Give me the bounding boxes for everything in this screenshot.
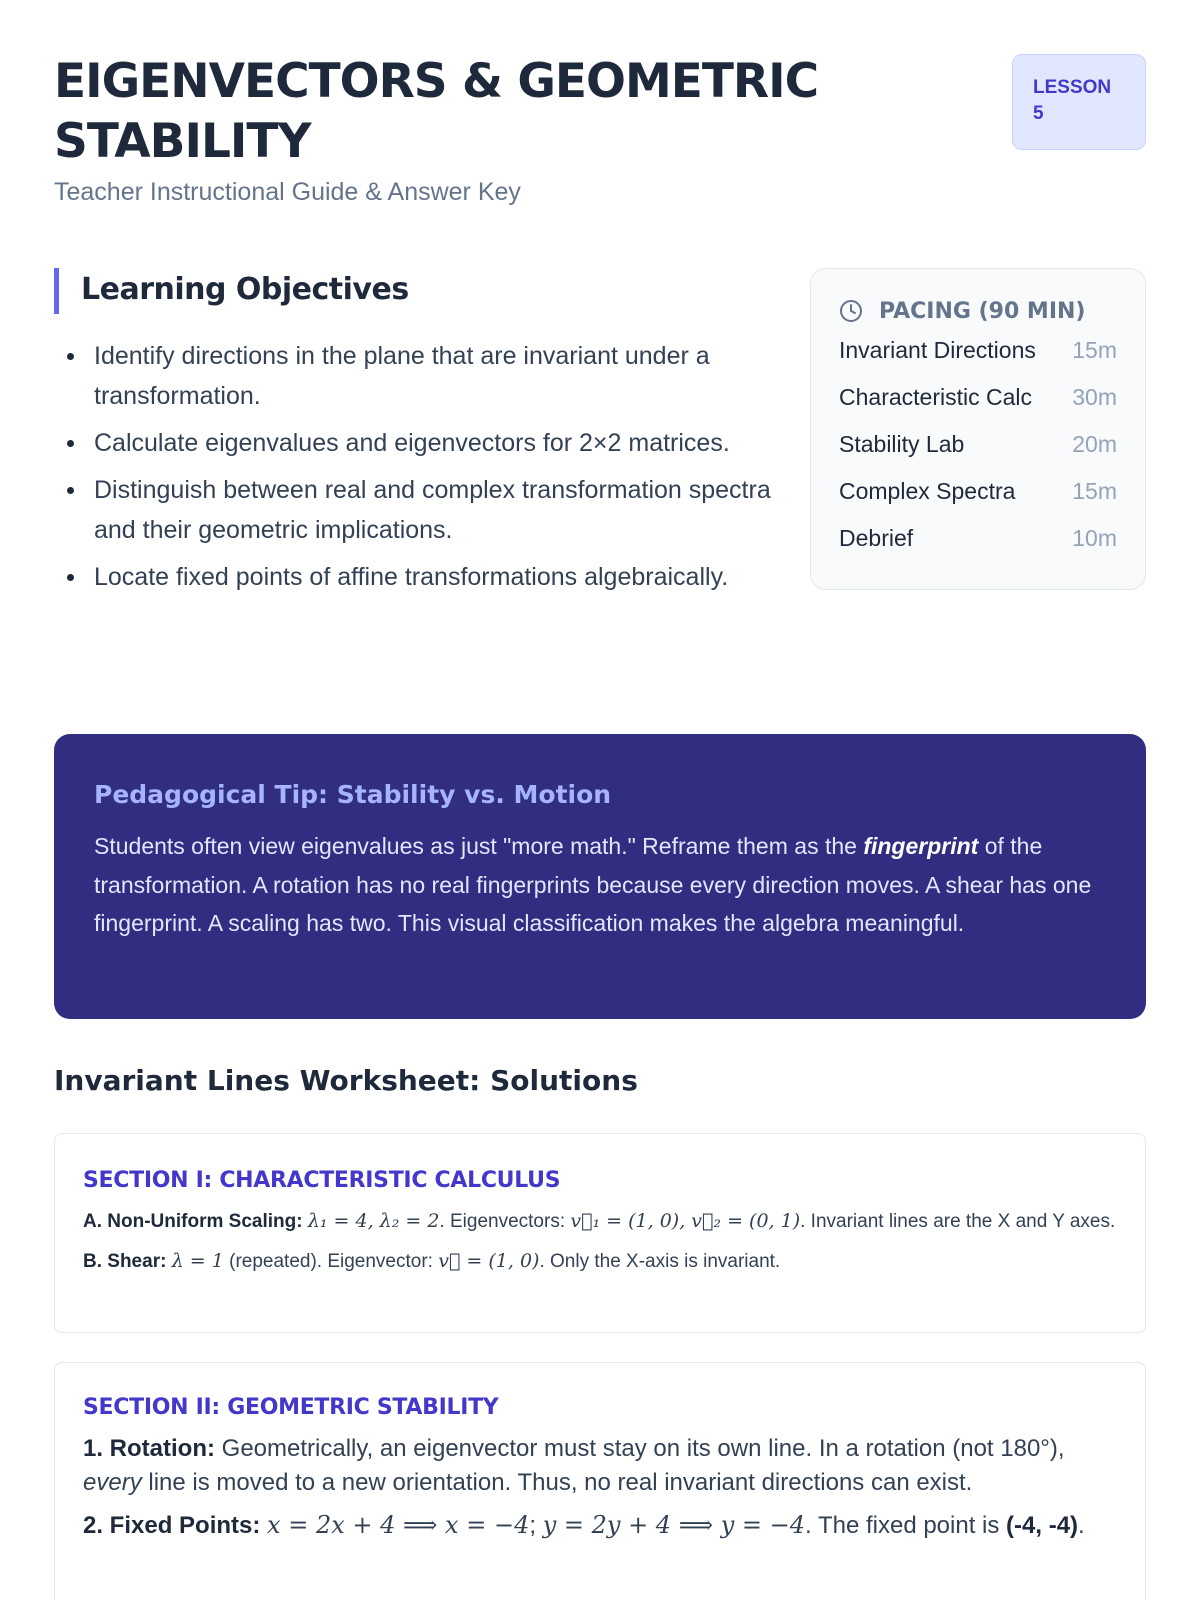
pacing-activity: Characteristic Calc [839, 384, 1032, 410]
page-title: EIGENVECTORS & GEOMETRIC STABILITY [54, 54, 819, 169]
objective-item: Distinguish between real and complex transformation spectra and their geometric implications. [54, 470, 774, 550]
math-expression: x = 2x + 4 ⟹ x = −4 [267, 1511, 530, 1539]
solution-a [83, 1207, 1117, 1236]
tip-title: Pedagogical Tip: Stability vs. Motion [94, 780, 612, 809]
pacing-card [810, 268, 1146, 590]
pacing-duration: 20m [1072, 431, 1117, 457]
solution-label: A. Non-Uniform Scaling: [83, 1211, 303, 1232]
section-1-title: SECTION I: CHARACTERISTIC CALCULUS [83, 1168, 561, 1193]
pacing-duration: 15m [1072, 337, 1117, 363]
pacing-activity: Complex Spectra [839, 478, 1016, 504]
pacing-header [839, 295, 1117, 327]
solution-emphasis: every [83, 1469, 142, 1496]
pacing-row [839, 421, 1117, 468]
pedagogical-tip [54, 734, 1146, 1019]
learning-objectives [54, 268, 774, 604]
pacing-row [839, 468, 1117, 515]
solution-text: . Eigenvectors: [439, 1211, 571, 1232]
section-1-card [54, 1133, 1146, 1333]
section-2-title: SECTION II: GEOMETRIC STABILITY [83, 1395, 499, 1420]
pacing-row [839, 327, 1117, 374]
solution-text: . [1078, 1512, 1085, 1539]
objectives-heading: Learning Objectives [54, 268, 774, 314]
solution-text: line is moved to a new orientation. Thus, no real invariant directions can exist. [141, 1469, 973, 1496]
solution-text: . Invariant lines are the X and Y axes. [800, 1211, 1116, 1232]
tip-emphasis: fingerprint [863, 833, 979, 859]
pacing-row [839, 374, 1117, 421]
solution-text: ; [529, 1512, 543, 1539]
math-expression: λ₁ = 4, λ₂ = 2 [307, 1210, 440, 1232]
pacing-duration: 15m [1072, 478, 1117, 504]
solution-label: 2. Fixed Points: [83, 1512, 261, 1539]
tip-body [94, 827, 1106, 943]
page-subtitle: Teacher Instructional Guide & Answer Key [54, 178, 521, 206]
solution-text: Geometrically, an eigenvector must stay on its own line. In a rotation (not 180°), [215, 1435, 1065, 1462]
worksheet-heading: Invariant Lines Worksheet: Solutions [54, 1064, 638, 1097]
objective-item: Locate fixed points of affine transformations algebraically. [54, 557, 774, 597]
pacing-activity: Invariant Directions [839, 337, 1036, 363]
pacing-activity: Debrief [839, 525, 914, 551]
math-expression: λ = 1 [171, 1250, 224, 1272]
solution-fixed-points [83, 1508, 1117, 1543]
math-expression: v⃗ = (1, 0) [438, 1250, 540, 1272]
section-2-card [54, 1362, 1146, 1600]
solution-text: . Only the X-axis is invariant. [539, 1251, 781, 1272]
solution-b [83, 1247, 1117, 1276]
objective-item: Identify directions in the plane that are invariant under a transformation. [54, 336, 774, 416]
solution-label: 1. Rotation: [83, 1435, 215, 1462]
pacing-activity: Stability Lab [839, 431, 965, 457]
fixed-point-answer: (-4, -4) [1006, 1512, 1079, 1539]
math-expression: y = 2y + 4 ⟹ y = −4 [542, 1511, 806, 1539]
tip-text: of the transformation. A rotation has no real fingerprints because every direction moves. A shear has one fingerprint. A scaling has two. This visual classification makes the algebra meaningful. [94, 833, 1092, 936]
tip-text: Students often view eigenvalues as just "more math." Reframe them as the [94, 833, 864, 859]
pacing-duration: 30m [1072, 384, 1117, 410]
solution-text: . The fixed point is [805, 1512, 1007, 1539]
math-expression: v⃗₁ = (1, 0), v⃗₂ = (0, 1) [570, 1210, 801, 1232]
page-header [54, 52, 1146, 207]
clock-icon [839, 299, 863, 323]
objective-item: Calculate eigenvalues and eigenvectors for 2×2 matrices. [54, 423, 774, 463]
objectives-list [54, 336, 774, 597]
pacing-row [839, 515, 1117, 562]
pacing-duration: 10m [1072, 525, 1117, 551]
solution-rotation [83, 1432, 1117, 1500]
pacing-title: PACING (90 MIN) [879, 298, 1086, 324]
lesson-badge: LESSON 5 [1012, 54, 1146, 150]
solution-label: B. Shear: [83, 1251, 167, 1272]
solution-text: (repeated). Eigenvector: [223, 1251, 439, 1272]
